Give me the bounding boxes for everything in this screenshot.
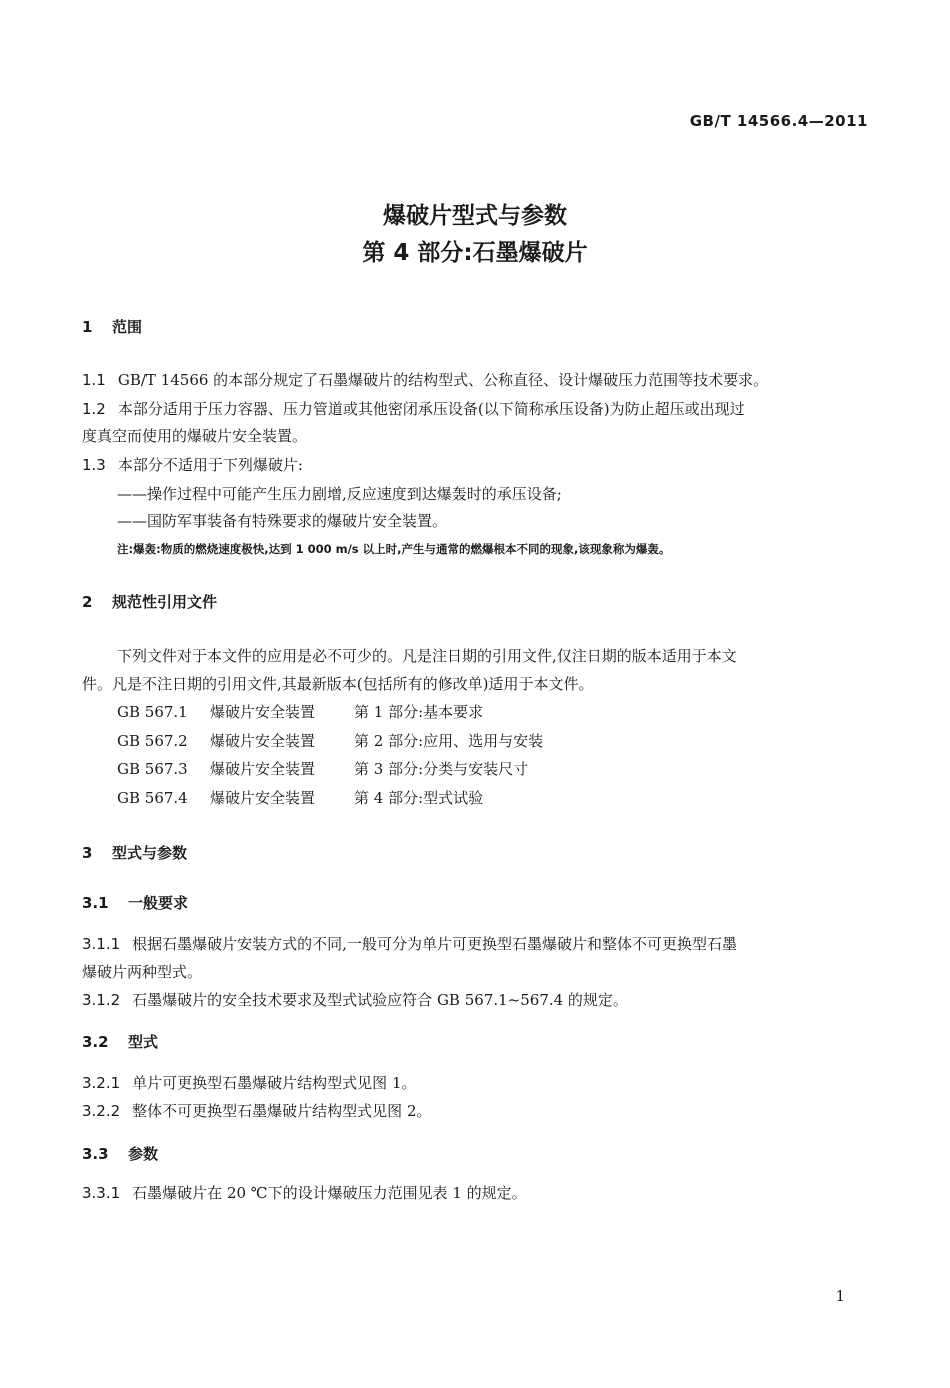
section-title: 规范性引用文件 (112, 593, 218, 611)
section-1-heading (82, 316, 142, 337)
clause-number: 3.2.2 (82, 1102, 121, 1120)
reference-item (117, 731, 543, 751)
clause-1-3 (82, 455, 303, 475)
standard-code: GB/T 14566.4—2011 (689, 112, 868, 130)
subsection-title: 参数 (128, 1145, 159, 1163)
clause-3-1-2 (82, 990, 628, 1010)
reference-part: 第 4 部分:型式试验 (354, 789, 484, 807)
reference-part: 第 3 部分:分类与安装尺寸 (354, 760, 529, 778)
reference-code: GB 567.2 (117, 732, 188, 750)
clause-text: 本部分不适用于下列爆破片: (117, 456, 303, 474)
page-number: 1 (835, 1287, 845, 1305)
section-2-intro: 下列文件对于本文件的应用是必不可少的。凡是注日期的引用文件,仅注日期的版本适用于本文 (117, 647, 737, 665)
reference-name: 爆破片安全装置 (210, 789, 316, 807)
section-title: 范围 (112, 318, 143, 336)
clause-text: 本部分适用于压力容器、压力管道或其他密闭承压设备(以下简称承压设备)为防止超压或出现过 (117, 400, 745, 418)
reference-item (117, 759, 528, 779)
document-title-line2: 第 4 部分:石墨爆破片 (362, 240, 588, 266)
document-title-line1: 爆破片型式与参数 (383, 203, 567, 229)
clause-number: 3.1.2 (82, 991, 121, 1009)
clause-text: 石墨爆破片的安全技术要求及型式试验应符合 GB 567.1~567.4 的规定。 (132, 991, 628, 1009)
reference-name: 爆破片安全装置 (210, 760, 316, 778)
reference-code: GB 567.3 (117, 760, 188, 778)
section-number: 1 (82, 318, 93, 336)
clause-3-1-1 (82, 934, 737, 954)
clause-number: 3.1.1 (82, 935, 121, 953)
section-number: 3 (82, 844, 93, 862)
reference-part: 第 1 部分:基本要求 (354, 703, 484, 721)
subsection-3-2-heading (82, 1031, 158, 1052)
clause-1-2-continued: 度真空而使用的爆破片安全装置。 (82, 427, 308, 445)
list-item: ——操作过程中可能产生压力剧增,反应速度到达爆轰时的承压设备; (117, 485, 562, 503)
clause-number: 1.3 (82, 456, 106, 474)
subsection-3-3-heading (82, 1143, 158, 1164)
reference-code: GB 567.1 (117, 703, 188, 721)
note: 注:爆轰:物质的燃烧速度极快,达到 1 000 m/s 以上时,产生与通常的燃爆根本不同的现象,该现象称为爆轰。 (117, 542, 671, 556)
subsection-title: 一般要求 (128, 894, 189, 912)
reference-part: 第 2 部分:应用、选用与安装 (354, 732, 544, 750)
subsection-title: 型式 (128, 1033, 159, 1051)
clause-text: 石墨爆破片在 20 ℃下的设计爆破压力范围见表 1 的规定。 (132, 1184, 527, 1202)
reference-name: 爆破片安全装置 (210, 703, 316, 721)
clause-1-2 (82, 399, 745, 419)
subsection-number: 3.2 (82, 1033, 109, 1051)
clause-text: GB/T 14566 的本部分规定了石墨爆破片的结构型式、公称直径、设计爆破压力范围等技术要求。 (117, 371, 769, 389)
clause-3-2-1 (82, 1073, 417, 1093)
section-2-heading (82, 591, 217, 612)
reference-item (117, 788, 483, 808)
section-title: 型式与参数 (112, 844, 188, 862)
section-3-heading (82, 842, 187, 863)
list-item: ——国防军事装备有特殊要求的爆破片安全装置。 (117, 512, 448, 530)
clause-text: 根据石墨爆破片安装方式的不同,一般可分为单片可更换型石墨爆破片和整体不可更换型石墨 (132, 935, 737, 953)
clause-3-2-2 (82, 1101, 432, 1121)
reference-code: GB 567.4 (117, 789, 188, 807)
clause-3-1-1-continued: 爆破片两种型式。 (82, 963, 203, 981)
clause-number: 1.1 (82, 371, 106, 389)
section-number: 2 (82, 593, 93, 611)
clause-number: 1.2 (82, 400, 106, 418)
subsection-number: 3.1 (82, 894, 109, 912)
reference-name: 爆破片安全装置 (210, 732, 316, 750)
clause-number: 3.2.1 (82, 1074, 121, 1092)
section-2-intro-continued: 件。凡是不注日期的引用文件,其最新版本(包括所有的修改单)适用于本文件。 (82, 675, 594, 693)
clause-text: 单片可更换型石墨爆破片结构型式见图 1。 (132, 1074, 417, 1092)
clause-3-3-1 (82, 1183, 527, 1203)
clause-1-1 (82, 370, 768, 390)
subsection-3-1-heading (82, 892, 188, 913)
clause-number: 3.3.1 (82, 1184, 121, 1202)
subsection-number: 3.3 (82, 1145, 109, 1163)
clause-text: 整体不可更换型石墨爆破片结构型式见图 2。 (132, 1102, 432, 1120)
reference-item (117, 702, 483, 722)
